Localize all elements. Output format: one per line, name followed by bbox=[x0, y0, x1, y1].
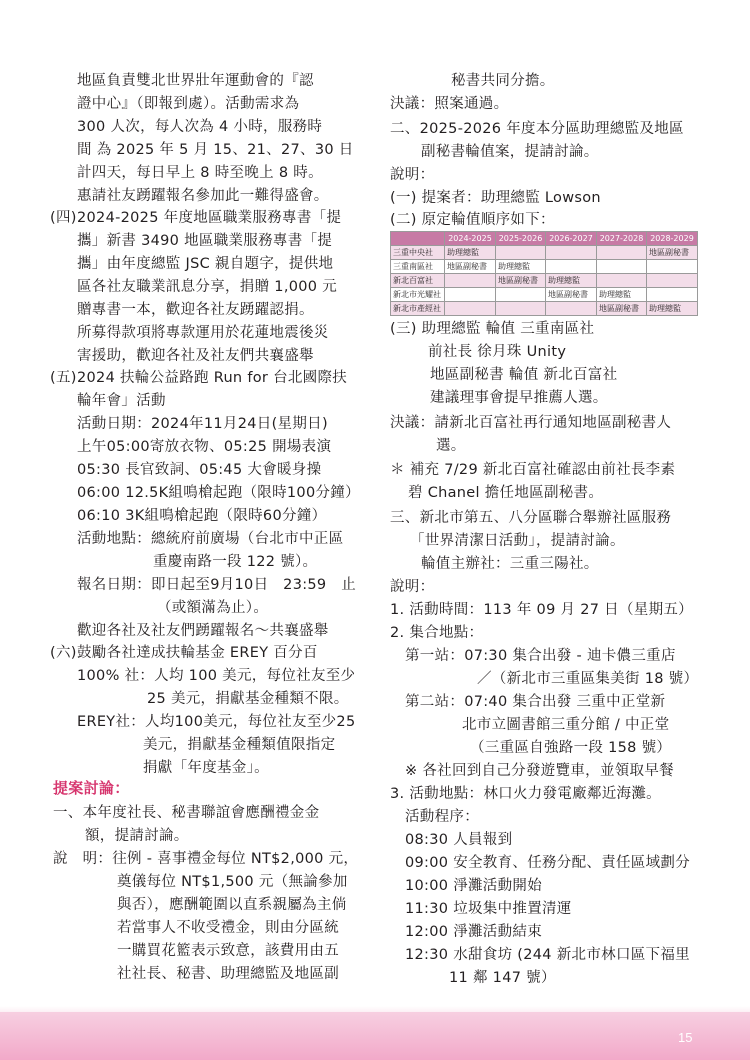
table-cell bbox=[597, 246, 647, 260]
text-line: ＊ 補充 7/29 新北百富社確認由前社長李素 bbox=[390, 462, 676, 478]
text-line: 若當事人不收受禮金，則由分區統 bbox=[117, 920, 339, 936]
text-line: 06:10 3K組鳴槍起跑（限時60分鐘） bbox=[77, 508, 327, 524]
text-line: 副秘書輪值案，提請討論。 bbox=[421, 144, 599, 160]
table-header-cell: 2026-2027 bbox=[546, 232, 597, 246]
text-line: 選。 bbox=[436, 438, 466, 454]
text-line: 額，提請討論。 bbox=[85, 828, 189, 844]
table-cell bbox=[647, 274, 698, 288]
text-line: 奠儀每位 NT$1,500 元（無論參加 bbox=[117, 874, 348, 890]
item-marker-6: (六) bbox=[50, 645, 77, 661]
text-line: 3. 活動地點：林口火力發電廠鄰近海灘。 bbox=[390, 786, 661, 802]
text-line: 計四天，每日早上 8 時至晚上 8 時。 bbox=[77, 165, 323, 181]
table-cell: 助理總監 bbox=[496, 260, 546, 274]
text-line: 決議：請新北百富社再行通知地區副秘書人 bbox=[390, 415, 672, 431]
text-line: (一) 提案者：助理總監 Lowson bbox=[390, 190, 601, 206]
text-line: 惠請社友踴躍報名參加此一難得盛會。 bbox=[77, 188, 329, 204]
text-line: ※ 各社回到自己分發遊覽車，並領取早餐 bbox=[405, 763, 674, 779]
page-number: 15 bbox=[678, 1030, 693, 1045]
item-marker-5: (五) bbox=[50, 370, 77, 386]
text-line: 活動地點：總統府前廣場（台北市中正區 bbox=[77, 531, 344, 547]
table-header-row bbox=[391, 232, 698, 246]
text-line: 害援助，歡迎各社及社友們共襄盛舉 bbox=[77, 348, 314, 364]
text-line: 12:30 水甜食坊 (244 新北市林口區下福里 bbox=[405, 947, 690, 963]
text-line: 11:30 垃圾集中推置清運 bbox=[405, 901, 572, 917]
table-row bbox=[391, 302, 698, 316]
text-line: 捐獻「年度基金」。 bbox=[143, 760, 269, 776]
table-club-cell: 三重中央社 bbox=[391, 246, 445, 260]
text-line: 美元，捐獻基金種類值限指定 bbox=[143, 737, 336, 753]
text-line: 與否），應酬範圍以直系親屬為主倘 bbox=[117, 897, 347, 913]
table-row bbox=[391, 246, 698, 260]
table-header-cell: 2024-2025 bbox=[445, 232, 496, 246]
text-line: 鼓勵各社達成扶輪基金 EREY 百分百 bbox=[77, 645, 318, 661]
section-heading: 提案討論： bbox=[53, 779, 130, 797]
text-line: 一、本年度社長、秘書聯誼會應酬禮金金 bbox=[53, 805, 320, 821]
text-line: ／（新北市三重區集美街 18 號） bbox=[477, 671, 699, 687]
text-line: 所募得款項將專款運用於花蓮地震後災 bbox=[77, 325, 329, 341]
table-cell: 助理總監 bbox=[445, 246, 496, 260]
table-corner-cell bbox=[391, 232, 445, 246]
text-line: 歡迎各社及社友們踴躍報名～共襄盛舉 bbox=[77, 623, 329, 639]
text-line: 秘書共同分擔。 bbox=[451, 73, 555, 89]
text-line: 2024 扶輪公益路跑 Run for 台北國際扶 bbox=[77, 370, 348, 386]
text-line: 10:00 淨灘活動開始 bbox=[405, 878, 542, 894]
text-line: 輪年會」活動 bbox=[77, 393, 166, 409]
text-line: (二) 原定輪值順序如下： bbox=[390, 212, 555, 228]
table-cell bbox=[546, 260, 597, 274]
table-header-cell: 2027-2028 bbox=[597, 232, 647, 246]
text-line: 12:00 淨灘活動結束 bbox=[405, 924, 542, 940]
text-line: 報名日期：即日起至9月10日 23:59 止 bbox=[77, 577, 357, 593]
table-cell bbox=[647, 260, 698, 274]
table-cell: 地區副秘書 bbox=[496, 274, 546, 288]
text-line: 碧 Chanel 擔任地區副秘書。 bbox=[408, 485, 604, 501]
text-line: 間 為 2025 年 5 月 15、21、27、30 日 bbox=[77, 142, 354, 158]
table-row bbox=[391, 274, 698, 288]
table-cell bbox=[647, 288, 698, 302]
item-marker-4: (四) bbox=[50, 210, 77, 226]
table-cell bbox=[445, 288, 496, 302]
text-line: 三、新北市第五、八分區聯合舉辦社區服務 bbox=[390, 510, 672, 526]
table-header-cell: 2028-2029 bbox=[647, 232, 698, 246]
text-line: 1. 活動時間：113 年 09 月 27 日（星期五） bbox=[390, 602, 693, 618]
text-line: 25 美元，捐獻基金種類不限。 bbox=[147, 691, 349, 707]
table-club-cell: 三重南區社 bbox=[391, 260, 445, 274]
text-line: 重慶南路一段 122 號）。 bbox=[153, 554, 318, 570]
text-line: 06:00 12.5K組鳴槍起跑（限時100分鐘） bbox=[77, 485, 360, 501]
rotation-table bbox=[390, 231, 698, 316]
table-cell: 地區副秘書 bbox=[546, 288, 597, 302]
text-line: 區各社友職業訊息分享，捐贈 1,000 元 bbox=[77, 279, 338, 295]
text-line: 二、2025-2026 年度本分區助理總監及地區 bbox=[390, 121, 684, 137]
text-line: 說 明：往例 - 喜事禮金每位 NT$2,000 元， bbox=[53, 851, 359, 867]
text-line: 05:30 長官致詞、05:45 大會暖身操 bbox=[77, 462, 322, 478]
text-line: 「世界清潔日活動」，提請討論。 bbox=[410, 533, 625, 549]
table-cell bbox=[496, 246, 546, 260]
footer-band bbox=[0, 1012, 750, 1060]
table-cell bbox=[597, 260, 647, 274]
text-line: 11 鄰 147 號） bbox=[449, 970, 556, 986]
text-line: 社社長、秘書、助理總監及地區副 bbox=[117, 966, 339, 982]
text-line: 一購買花籃表示致意，該費用由五 bbox=[117, 943, 339, 959]
table-cell bbox=[546, 246, 597, 260]
text-line: 2024-2025 年度地區職業服務專書「提 bbox=[77, 210, 342, 226]
text-line: 攜」新書 3490 地區職業服務專書「提 bbox=[77, 233, 333, 249]
text-line: 贈專書一本，歡迎各社友踴躍認捐。 bbox=[77, 302, 314, 318]
table-cell bbox=[445, 302, 496, 316]
text-line: 2. 集合地點： bbox=[390, 625, 484, 641]
table-row bbox=[391, 288, 698, 302]
table-header-cell: 2025-2026 bbox=[496, 232, 546, 246]
text-line: 100% 社：人均 100 美元，每位社友至少 bbox=[77, 668, 356, 684]
text-line: 說明： bbox=[390, 579, 435, 595]
text-line: 上午05:00寄放衣物、05:25 開場表演 bbox=[77, 439, 332, 455]
table-cell bbox=[597, 274, 647, 288]
table-row bbox=[391, 260, 698, 274]
text-line: 第一站：07:30 集合出發 - 迪卡儂三重店 bbox=[405, 648, 676, 664]
text-line: 北市立圖書館三重分館 / 中正堂 bbox=[462, 717, 670, 733]
text-line: （或額滿為止）。 bbox=[157, 600, 269, 616]
table-cell bbox=[496, 302, 546, 316]
table-cell: 地區副秘書 bbox=[647, 246, 698, 260]
table-cell bbox=[546, 302, 597, 316]
text-line: 地區負責雙北世界壯年運動會的『認 bbox=[77, 73, 314, 89]
text-line: 地區副秘書 輪值 新北百富社 bbox=[430, 367, 618, 383]
text-line: 輪值主辦社：三重三陽社。 bbox=[421, 556, 599, 572]
table-club-cell: 新北市光耀社 bbox=[391, 288, 445, 302]
table-club-cell: 新北百富社 bbox=[391, 274, 445, 288]
text-line: 決議：照案通過。 bbox=[390, 96, 509, 112]
text-line: 前社長 徐月珠 Unity bbox=[428, 344, 567, 360]
text-line: （三重區自強路一段 158 號） bbox=[470, 740, 672, 756]
text-line: (三) 助理總監 輪值 三重南區社 bbox=[390, 321, 595, 337]
text-line: 攜」由年度總監 JSC 親自題字，提供地 bbox=[77, 256, 334, 272]
table-cell: 助理總監 bbox=[647, 302, 698, 316]
table-club-cell: 新北市產經社 bbox=[391, 302, 445, 316]
table-cell: 助理總監 bbox=[546, 274, 597, 288]
text-line: 建議理事會提早推薦人選。 bbox=[430, 390, 608, 406]
text-line: 說明： bbox=[390, 167, 435, 183]
text-line: 活動日期：2024年11月24日(星期日) bbox=[77, 416, 328, 432]
text-line: 證中心』（即報到處）。活動需求為 bbox=[77, 96, 300, 112]
text-line: 08:30 人員報到 bbox=[405, 832, 513, 848]
text-line: 09:00 安全教育、任務分配、責任區域劃分 bbox=[405, 855, 690, 871]
text-line: 活動程序： bbox=[405, 809, 479, 825]
table-cell bbox=[496, 288, 546, 302]
text-line: EREY社：人均100美元，每位社友至少25 bbox=[77, 714, 356, 730]
text-line: 第二站：07:40 集合出發 三重中正堂新 bbox=[405, 694, 666, 710]
table-cell bbox=[445, 274, 496, 288]
text-line: 300 人次，每人次為 4 小時，服務時 bbox=[77, 119, 323, 135]
table-cell: 地區副秘書 bbox=[597, 302, 647, 316]
table-cell: 助理總監 bbox=[597, 288, 647, 302]
table-cell: 地區副秘書 bbox=[445, 260, 496, 274]
